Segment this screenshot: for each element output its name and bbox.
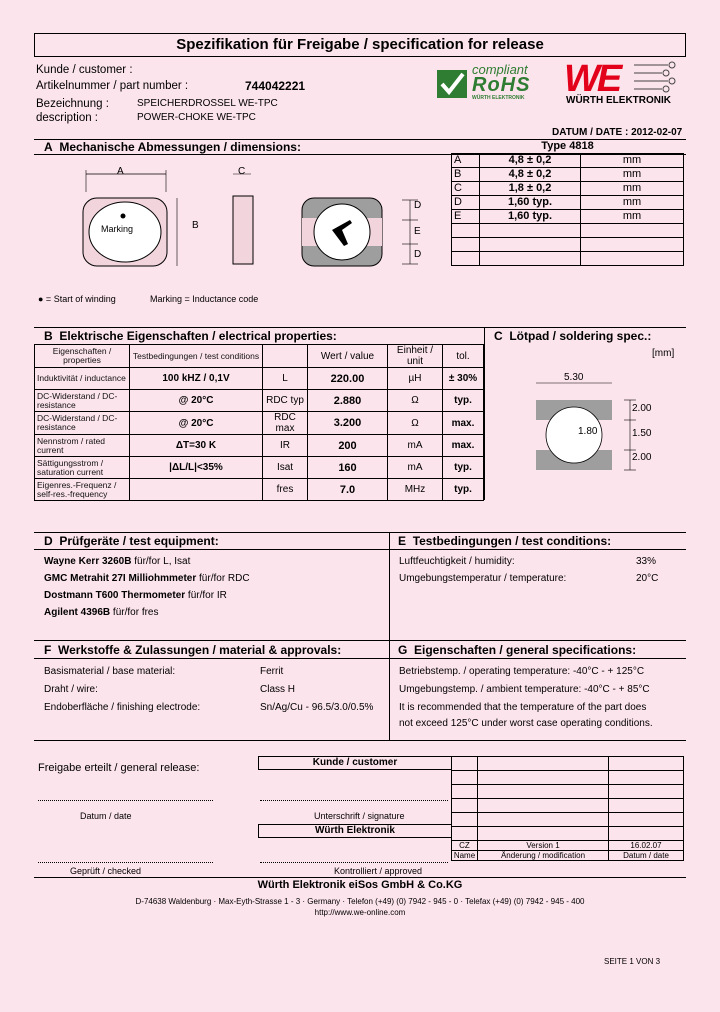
electrode-value: Sn/Ag/Cu - 96.5/3.0/0.5% <box>260 702 374 713</box>
dim-unit-d: mm <box>581 196 684 210</box>
equipment-item: Dostmann T600 Thermometer für/for IR <box>44 590 227 601</box>
rohs-logo <box>436 62 554 102</box>
circuit-icon <box>634 60 682 94</box>
rohs-text: RoHS <box>472 74 531 96</box>
dim-key-d: D <box>452 196 480 210</box>
footer-company: Würth Elektronik eiSos GmbH & Co.KG <box>257 879 463 891</box>
checked-label: Geprüft / checked <box>70 866 142 876</box>
base-material-label: Basismaterial / base material: <box>44 666 176 677</box>
signature-label: Unterschrift / signature <box>314 811 405 821</box>
dim-unit-c: mm <box>581 182 684 196</box>
recommendation-line-1: It is recommended that the temperature of the part does <box>399 702 647 713</box>
customer-label: Kunde / customer : <box>36 64 133 76</box>
marking-label: Marking <box>101 224 134 234</box>
part-label: Artikelnummer / part number : <box>36 80 189 92</box>
table-row: Sättigungsstrom / saturation current |ΔL/L|<35% Isat 160 mA typ. <box>35 457 484 479</box>
col-value: Wert / value <box>308 345 388 368</box>
electrode-label: Endoberfläche / finishing electrode: <box>44 702 201 713</box>
revision-table <box>451 756 684 861</box>
designation-value: SPEICHERDROSSEL WE-TPC <box>137 98 278 109</box>
table-row: DC-Widerstand / DC-resistance @ 20°C RDC typ 2.880 Ω typ. <box>35 390 484 412</box>
section-c-heading: C Lötpad / soldering spec.: <box>494 329 652 343</box>
dim-key-c: C <box>452 182 480 196</box>
dim-key-b: B <box>452 168 480 182</box>
revision-version: Version 1 <box>478 841 609 851</box>
wire-value: Class H <box>260 684 296 695</box>
page-title: Spezifikation für Freigabe / specification for release <box>34 33 686 57</box>
customer-box: Kunde / customer <box>258 756 452 770</box>
pad-unit: [mm] <box>652 348 675 359</box>
date-label: DATUM / DATE : 2012-02-07 <box>552 127 683 138</box>
wire-label: Draht / wire: <box>44 684 98 695</box>
footer-web[interactable]: http://www.we-online.com <box>314 908 406 917</box>
dim-label-e: E <box>414 226 421 237</box>
legend-marking: Marking = Inductance code <box>150 294 259 304</box>
we-company-name: WÜRTH ELEKTRONIK <box>566 95 671 106</box>
type-label: Type 4818 <box>541 140 594 152</box>
rohs-sub-text: WÜRTH ELEKTRONIK <box>472 95 525 101</box>
dim-unit-b: mm <box>581 168 684 182</box>
col-properties: Eigenschaften / properties <box>35 345 130 368</box>
electrical-table <box>34 344 484 501</box>
col-symbol <box>263 345 308 368</box>
we-logo <box>562 58 684 108</box>
dim-key-e: E <box>452 210 480 224</box>
release-label: Freigabe erteilt / general release: <box>38 762 200 774</box>
dim-key-a: A <box>452 154 480 168</box>
section-b-heading: B Elektrische Eigenschaften / electrical properties: <box>44 329 337 343</box>
col-conditions: Testbedingungen / test conditions <box>130 345 263 368</box>
col-date: Datum / date <box>609 851 684 861</box>
legend-start-of-winding: ● = Start of winding <box>38 294 116 304</box>
dimension-table <box>451 140 684 266</box>
section-g-heading: G Eigenschaften / general specifications: <box>398 643 637 657</box>
ambient-temp: Umgebungstemp. / ambient temperature: -40°C - + 85°C <box>399 684 650 695</box>
page-number: SEITE 1 VON 3 <box>604 957 661 966</box>
dim-label-d1: D <box>414 200 422 211</box>
pad-width: 5.30 <box>564 372 584 383</box>
pad-dim-3: 2.00 <box>632 452 652 463</box>
section-e-heading: E Testbedingungen / test conditions: <box>398 534 612 548</box>
pad-dim-1: 2.00 <box>632 403 652 414</box>
approved-label: Kontrolliert / approved <box>334 866 423 876</box>
dim-value-c: 1,8 ± 0,2 <box>480 182 581 196</box>
we-logo-letters: WE <box>564 58 620 100</box>
humidity-label: Luftfeuchtigkeit / humidity: <box>399 556 515 567</box>
equipment-item: GMC Metrahit 27I Milliohmmeter für/for RDC <box>44 573 250 584</box>
compliant-text: compliant <box>472 62 528 77</box>
humidity-value: 33% <box>636 556 657 567</box>
col-tolerance: tol. <box>443 345 484 368</box>
pad-dim-2: 1.50 <box>632 428 652 439</box>
date-label-customer: Datum / date <box>80 811 132 821</box>
dim-unit-a: mm <box>581 154 684 168</box>
section-d-heading: D Prüfgeräte / test equipment: <box>44 534 219 548</box>
equipment-item: Agilent 4396B für/for fres <box>44 607 159 618</box>
dim-label-a: A <box>117 166 124 177</box>
temperature-label: Umgebungstemperatur / temperature: <box>399 573 567 584</box>
pad-diameter: 1.80 <box>578 426 598 437</box>
col-unit: Einheit / unit <box>388 345 443 368</box>
part-number: 744042221 <box>245 79 306 93</box>
col-change: Änderung / modification <box>478 851 609 861</box>
revision-name: CZ <box>452 841 478 851</box>
dimension-drawing <box>70 160 440 280</box>
table-row: Induktivität / inductance 100 kHZ / 0,1V L 220.00 µH ± 30% <box>35 368 484 390</box>
table-row: Eigenres.-Frequenz / self-res.-frequency fres 7.0 MHz typ. <box>35 479 484 501</box>
temperature-value: 20°C <box>636 573 659 584</box>
dim-label-b: B <box>192 220 199 231</box>
dim-value-a: 4,8 ± 0,2 <box>480 154 581 168</box>
dim-value-d: 1,60 typ. <box>480 196 581 210</box>
footer-address: D-74638 Waldenburg · Max-Eyth-Strasse 1 - 3 · Germany · Telefon (+49) (0) 7942 - 945 - 0 · Telefax (+49) (0) 7942 - 945 - 400 <box>135 897 585 906</box>
section-a-heading: A Mechanische Abmessungen / dimensions: <box>44 140 301 154</box>
designation-label: Bezeichnung : <box>36 98 109 110</box>
col-name: Name <box>452 851 478 861</box>
dim-unit-e: mm <box>581 210 684 224</box>
table-row: DC-Widerstand / DC-resistance @ 20°C RDC max 3.200 Ω max. <box>35 412 484 435</box>
description-value: POWER-CHOKE WE-TPC <box>137 112 256 123</box>
recommendation-line-2: not exceed 125°C under worst case operating conditions. <box>399 718 653 729</box>
description-label: description : <box>36 112 99 124</box>
revision-date: 16.02.07 <box>609 841 684 851</box>
equipment-item: Wayne Kerr 3260B für/for L, Isat <box>44 556 191 567</box>
section-f-heading: F Werkstoffe & Zulassungen / material & approvals: <box>44 643 342 657</box>
operating-temp: Betriebstemp. / operating temperature: -40°C - + 125°C <box>399 666 645 677</box>
we-box: Würth Elektronik <box>258 824 452 838</box>
table-row: Nennstrom / rated current ΔT=30 K IR 200 mA max. <box>35 435 484 457</box>
dim-label-c: C <box>238 166 246 177</box>
dim-value-e: 1,60 typ. <box>480 210 581 224</box>
dim-value-b: 4,8 ± 0,2 <box>480 168 581 182</box>
dim-label-d2: D <box>414 249 422 260</box>
base-material-value: Ferrit <box>260 666 284 677</box>
